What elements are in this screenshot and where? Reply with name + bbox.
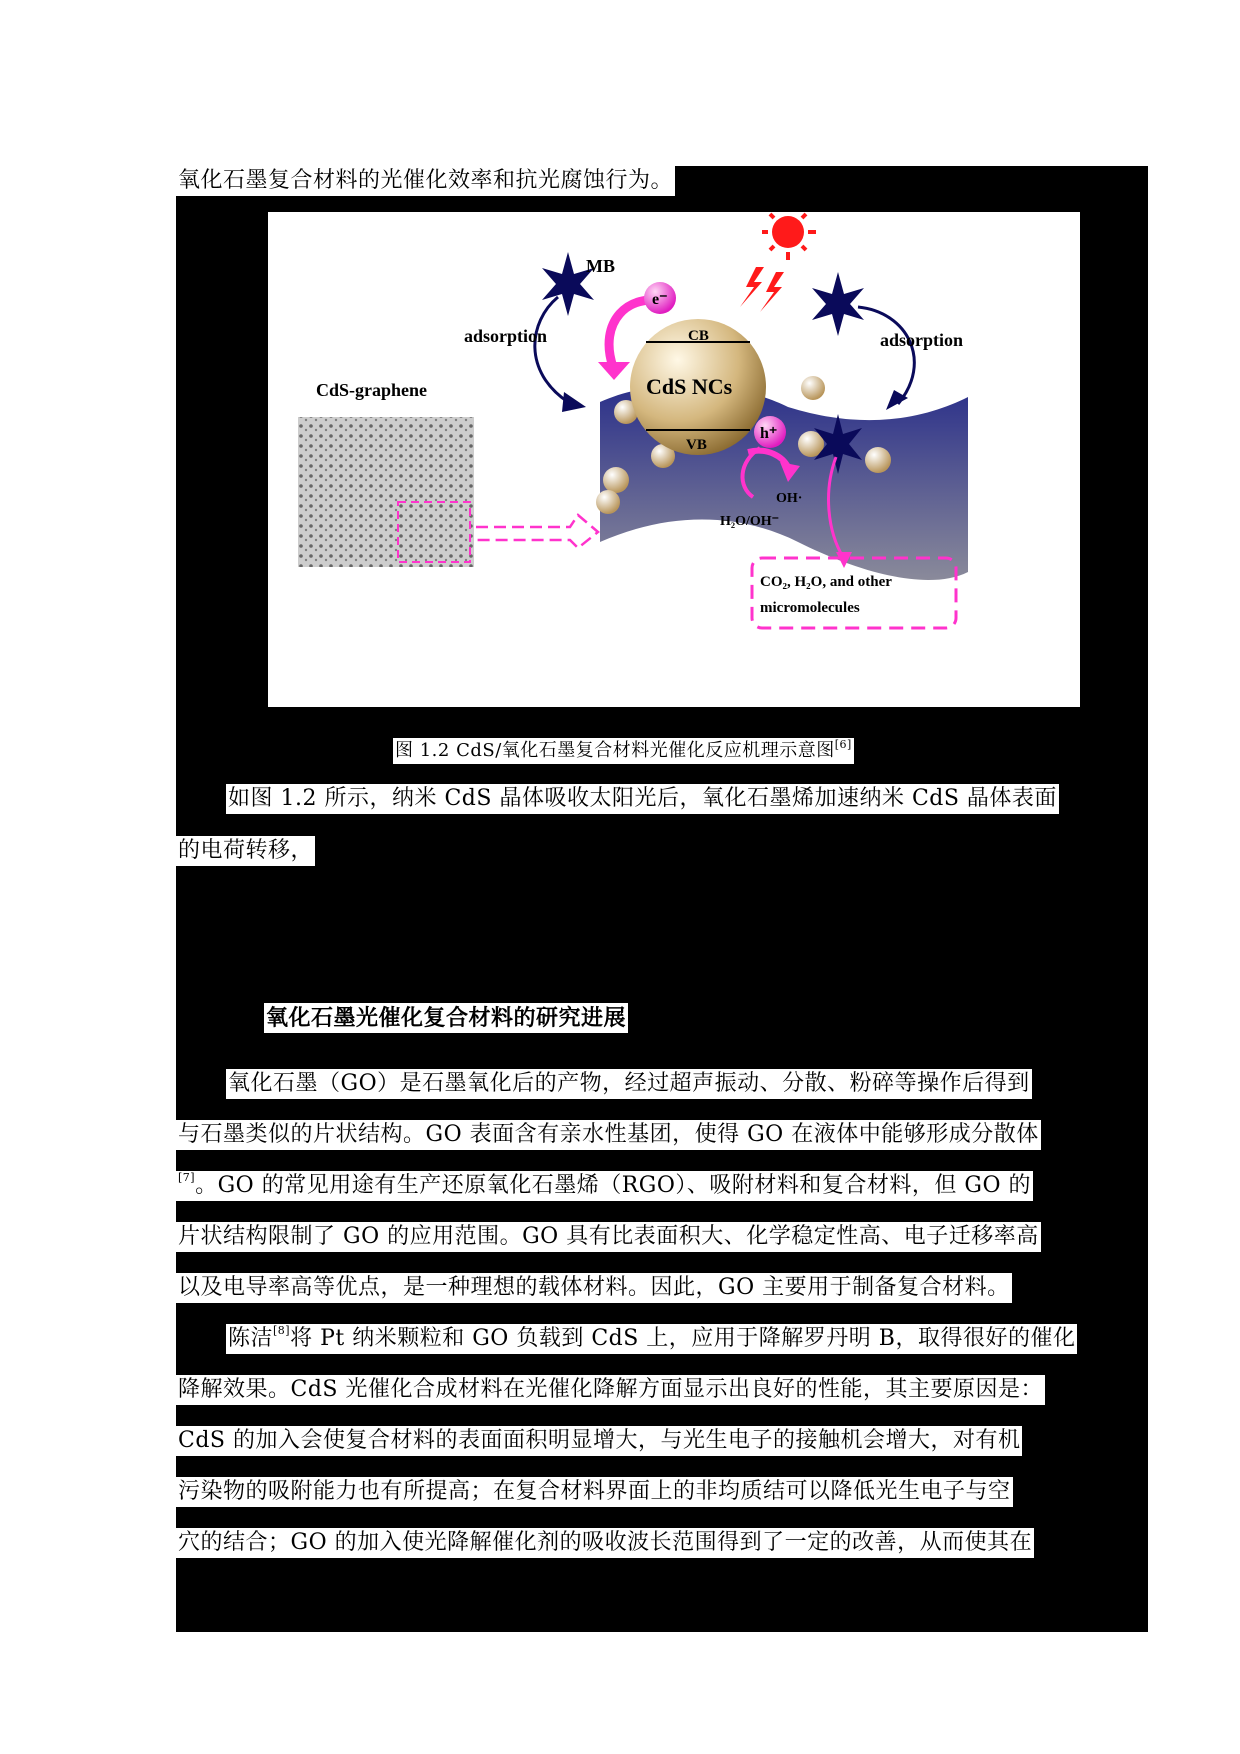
para3-line3-text: CdS 的加入会使复合材料的表面面积明显增大，与光生电子的接触机会增大，对有机 — [178, 1428, 1021, 1453]
adsorption-right-label: adsorption — [880, 330, 964, 350]
figure-mechanism-diagram — [268, 212, 1080, 707]
section-heading — [264, 1003, 628, 1033]
mb-label: MB — [586, 256, 615, 276]
adsorption-arrow-right-icon — [858, 307, 914, 404]
para3-line1 — [226, 1324, 1077, 1354]
light-bolt-icon — [740, 267, 784, 312]
para2-line5 — [176, 1273, 1012, 1303]
figure-caption — [393, 738, 854, 764]
electron-arrow-icon — [598, 362, 630, 380]
mb-star-right-icon — [812, 272, 864, 336]
para3-line2 — [176, 1375, 1045, 1405]
electron-label: e⁻ — [652, 291, 668, 308]
caption-text: 图 1.2 CdS/氧化石墨复合材料光催化反应机理示意图 — [395, 740, 835, 761]
para2-line4-text: 片状结构限制了 GO 的应用范围。GO 具有比表面积大、化学稳定性高、电子迁移率高 — [178, 1224, 1039, 1249]
para3-line4 — [176, 1477, 1013, 1507]
para1-line2 — [176, 836, 315, 866]
products-line1: CO₂, H₂O, and other — [760, 574, 892, 590]
para2-line1-text: 氧化石墨（GO）是石墨氧化后的产物，经过超声振动、分散、粉碎等操作后得到 — [228, 1071, 1030, 1096]
section-heading-text: 氧化石墨光催化复合材料的研究进展 — [266, 1005, 627, 1031]
reference-8[interactable]: [8] — [273, 1324, 291, 1337]
cds-ncs-label: CdS NCs — [646, 374, 733, 399]
para3-author: 陈洁 — [228, 1326, 274, 1351]
dashed-arrow-icon — [476, 515, 598, 548]
reference-7[interactable]: [7] — [178, 1171, 196, 1184]
para2-line3 — [176, 1171, 1033, 1201]
oh-radical-label: OH· — [776, 491, 803, 506]
hole-label: h⁺ — [760, 425, 778, 442]
para2-line2-text: 与石墨类似的片状结构。GO 表面含有亲水性基团，使得 GO 在液体中能够形成分散体 — [178, 1122, 1039, 1147]
cds-graphene-label: CdS-graphene — [316, 380, 428, 400]
adsorption-arrow-left-icon — [535, 297, 568, 402]
sun-icon — [762, 212, 816, 260]
para1-line1 — [226, 784, 1059, 814]
intro-text: 氧化石墨复合材料的光催化效率和抗光腐蚀行为。 — [178, 168, 674, 193]
para2-line1 — [226, 1069, 1032, 1099]
adsorption-left-label: adsorption — [464, 326, 548, 346]
para2-line4 — [176, 1222, 1041, 1252]
para1-line1-text: 如图 1.2 所示，纳米 CdS 晶体吸收太阳光后，氧化石墨烯加速纳米 CdS 晶体表面 — [228, 786, 1057, 811]
cb-label: CB — [688, 328, 709, 344]
vb-label: VB — [686, 437, 707, 453]
para2-line5-text: 以及电导率高等优点，是一种理想的载体材料。因此，GO 主要用于制备复合材料。 — [178, 1275, 1010, 1300]
h2o-oh-label: H₂O/OH⁻ — [720, 514, 780, 529]
para3-line5 — [176, 1528, 1034, 1558]
para3-line3 — [176, 1426, 1022, 1456]
text-line-intro — [176, 166, 675, 196]
para2-line3-text: 。GO 的常见用途有生产还原氧化石墨烯（RGO）、吸附材料和复合材料，但 GO 的 — [195, 1173, 1031, 1198]
para3-line1-text: 将 Pt 纳米颗粒和 GO 负载到 CdS 上，应用于降解罗丹明 B，取得很好的催化 — [290, 1326, 1076, 1351]
products-line2: micromolecules — [760, 600, 860, 616]
para2-line2 — [176, 1120, 1041, 1150]
caption-reference[interactable]: [6] — [834, 738, 852, 751]
para3-line5-text: 穴的结合；GO 的加入使光降解催化剂的吸收波长范围得到了一定的改善，从而使其在 — [178, 1530, 1033, 1555]
para3-line2-text: 降解效果。CdS 光催化合成材料在光催化降解方面显示出良好的性能，其主要原因是： — [178, 1377, 1043, 1402]
para3-line4-text: 污染物的吸附能力也有所提高；在复合材料界面上的非均质结可以降低光生电子与空 — [178, 1479, 1011, 1504]
para1-line2-text: 的电荷转移， — [178, 838, 314, 863]
